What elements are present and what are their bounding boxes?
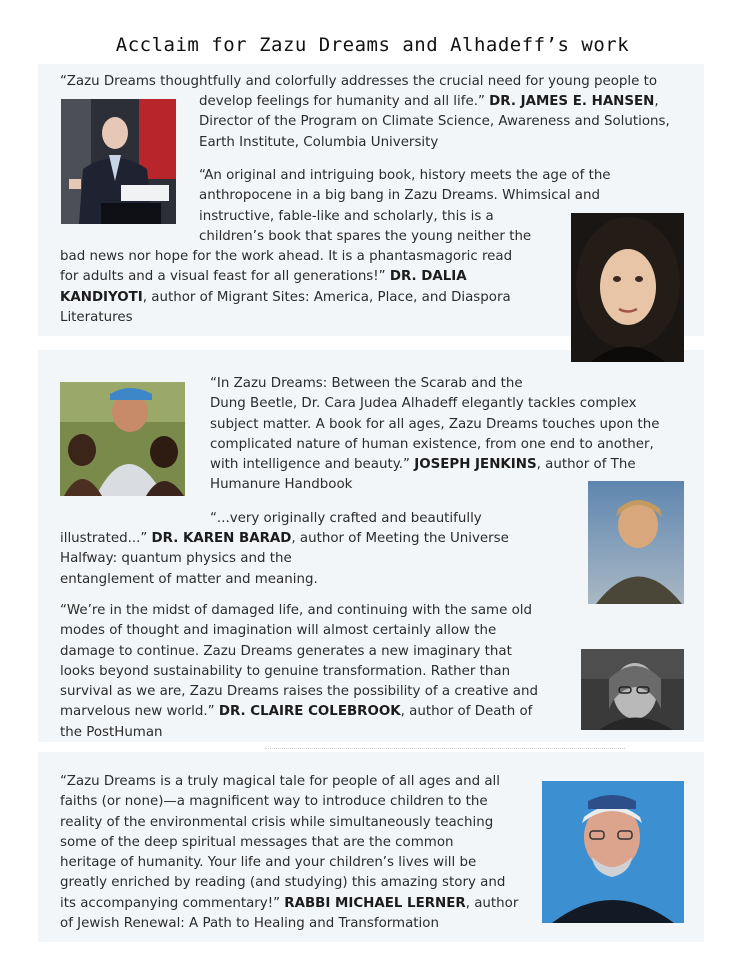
quote-line: greatly enriched by reading (and studying) this amazing story and [60, 875, 506, 891]
quote-line: for adults and a visual feast for all generations!” [60, 269, 386, 285]
photo-dalia-kandiyoti [571, 213, 684, 362]
quote-author: DR. JAMES E. HANSEN [489, 94, 655, 109]
quote-line: Halfway: quantum physics and the [60, 551, 292, 567]
quote-line: entanglement of matter and meaning. [60, 571, 318, 587]
quote-line: “We’re in the midst of damaged life, and continuing with the same old [60, 603, 532, 618]
quote-barad [210, 509, 482, 529]
quote-kandiyoti [199, 166, 611, 247]
quote-line: children’s book that spares the young neither the [199, 228, 532, 244]
quote-line: , author [465, 895, 519, 911]
quote-colebrook [60, 601, 538, 743]
quote-line: complicated nature of human existence, from one end to another, [210, 436, 654, 452]
photo-karen-barad [588, 481, 684, 604]
quote-punct: , [654, 94, 659, 109]
quote-author: DR. CLAIRE COLEBROOK [218, 704, 401, 720]
quote-kandiyoti-cont [60, 247, 512, 328]
quote-author: KANDIYOTI [60, 289, 143, 305]
quote-line: its accompanying commentary!” [60, 895, 281, 911]
photo-claire-colebrook [581, 649, 684, 730]
quote-line: “Zazu Dreams is a truly magical tale for people of all ages and all [60, 774, 500, 789]
quote-line: the PostHuman [60, 724, 163, 740]
quote-line: looks beyond sustainability to genuine transformation. Rather than [60, 663, 511, 679]
quote-line: Director of the Program on Climate Science, Awareness and Solutions, [199, 114, 670, 130]
quote-hansen [60, 72, 657, 92]
quote-line: Literatures [60, 309, 133, 325]
quote-line: reality of the environmental crisis while simultaneously teaching [60, 814, 494, 830]
quote-line: develop feelings for humanity and all life.” [199, 94, 485, 109]
quote-line: “In Zazu Dreams: Between the Scarab and the [210, 376, 523, 391]
quote-lerner [60, 772, 518, 934]
quote-line: anthropocene in a big bang in Zazu Dreams. Whimsical and [199, 188, 600, 204]
quote-line: some of the deep spiritual messages that are the common [60, 834, 454, 850]
page-title: Acclaim for Zazu Dreams and Alhadeff’s work [115, 34, 630, 56]
quote-line: , author of Death of [400, 704, 533, 720]
quote-line: modes of thought and imagination will almost certainly allow the [60, 623, 497, 639]
dotted-divider [265, 748, 625, 751]
quote-line: Dung Beetle, Dr. Cara Judea Alhadeff elegantly tackles complex [210, 396, 637, 412]
quote-line: with intelligence and beauty.” [210, 457, 410, 473]
quote-line: bad news nor hope for the work ahead. It is a phantasmagoric read [60, 249, 513, 264]
quote-line: faiths (or none)—a magnificent way to introduce children to the [60, 794, 488, 810]
quote-line: damage to continue. Zazu Dreams generates a new imaginary that [60, 643, 512, 659]
quote-author: DR. KAREN BARAD [151, 531, 292, 546]
quote-line: “An original and intriguing book, history meets the age of the [199, 168, 611, 183]
quote-line: marvelous new world.” [60, 704, 215, 720]
quote-author: DR. DALIA [389, 269, 467, 285]
photo-james-hansen [61, 99, 176, 224]
photo-michael-lerner [542, 781, 684, 923]
quote-author: JOSEPH JENKINS [414, 457, 537, 473]
quote-barad-cont [60, 529, 509, 590]
quote-line: Earth Institute, Columbia University [199, 134, 439, 150]
quote-line: “...very originally crafted and beautifully [210, 511, 482, 526]
quote-line: subject matter. A book for all ages, Zazu Dreams touches upon the [210, 416, 660, 432]
quote-hansen-cont [199, 92, 670, 153]
quote-line: Humanure Handbook [210, 477, 353, 493]
quote-line: survival as we are, Zazu Dreams raises the possibility of a creative and [60, 684, 538, 700]
quote-author: RABBI MICHAEL LERNER [284, 895, 466, 911]
quote-jenkins [210, 374, 659, 496]
quote-line: illustrated...” [60, 531, 148, 546]
quote-line: , author of The [536, 457, 636, 473]
quote-line: “Zazu Dreams thoughtfully and colorfully addresses the crucial need for young people to [60, 74, 658, 89]
quote-line: heritage of humanity. Your life and your children’s lives will be [60, 855, 477, 871]
quote-line: , author of Meeting the Universe [291, 531, 509, 546]
quote-line: , author of Migrant Sites: America, Place, and Diaspora [142, 289, 511, 305]
quote-line: of Jewish Renewal: A Path to Healing and Transformation [60, 916, 439, 932]
photo-joseph-jenkins [60, 382, 185, 496]
quote-line: instructive, fable-like and scholarly, this is a [199, 208, 494, 224]
